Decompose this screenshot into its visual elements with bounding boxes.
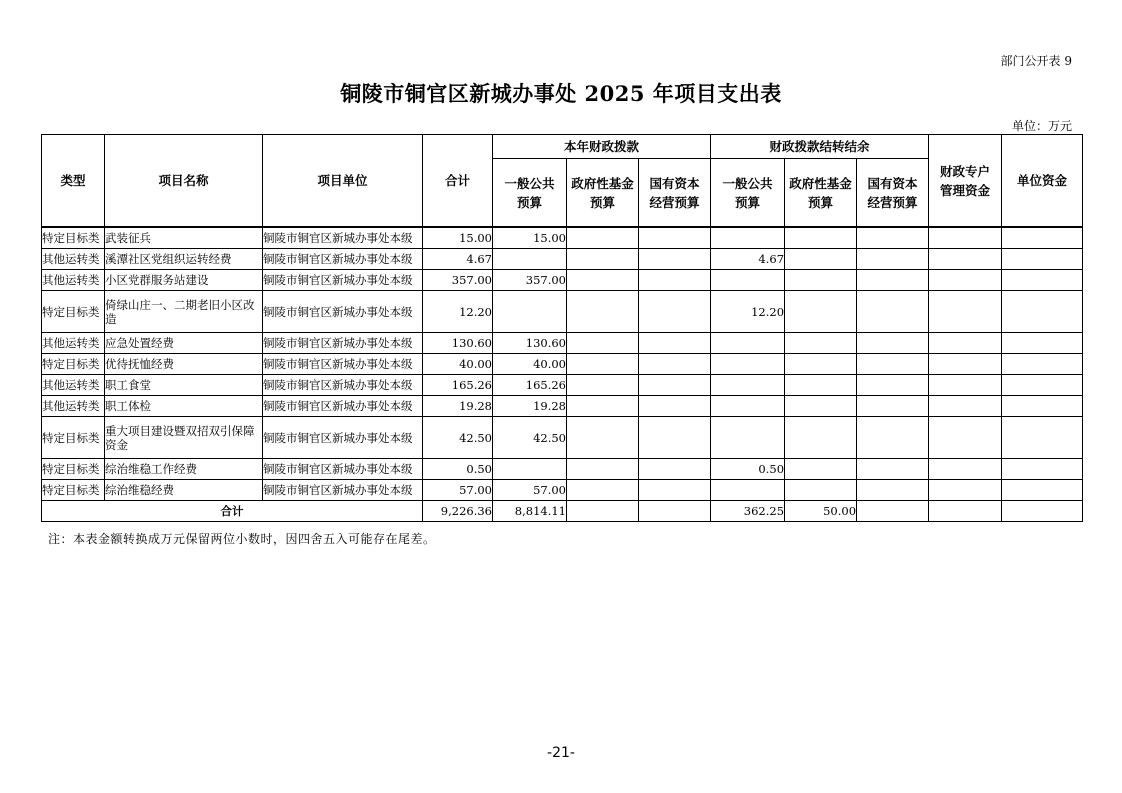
header-carry-general-budget: 一般公共预算 <box>711 159 785 227</box>
cell-current-gov-fund <box>567 480 639 501</box>
cell-carry-general <box>711 333 785 354</box>
cell-project-name: 应急处置经费 <box>105 333 263 354</box>
table-row <box>42 333 1083 354</box>
cell-special-account <box>929 459 1002 480</box>
page-title: 铜陵市铜官区新城办事处 2025 年项目支出表 <box>340 81 782 106</box>
total-label: 合计 <box>42 501 423 522</box>
cell-carry-gov-fund <box>785 417 857 459</box>
cell-type: 特定目标类 <box>42 459 105 480</box>
cell-current-general: 130.60 <box>493 333 567 354</box>
cell-special-account <box>929 333 1002 354</box>
cell-carry-gov-fund <box>785 333 857 354</box>
cell-project-unit: 铜陵市铜官区新城办事处本级 <box>263 354 423 375</box>
cell-current-gov-fund <box>567 291 639 333</box>
table-row <box>42 396 1083 417</box>
cell-project-name: 小区党群服务站建设 <box>105 270 263 291</box>
cell-current-state-capital <box>639 417 711 459</box>
header-group-carryover: 财政拨款结转结余 <box>711 135 929 159</box>
table-row <box>42 375 1083 396</box>
cell-type: 特定目标类 <box>42 417 105 459</box>
cell-carry-state-capital <box>857 270 929 291</box>
footnote: 注：本表金额转换成万元保留两位小数时，因四舍五入可能存在尾差。 <box>48 532 436 546</box>
cell-unit-funds <box>1002 333 1083 354</box>
cell-unit-funds <box>1002 375 1083 396</box>
cell-current-general <box>493 249 567 270</box>
cell-carry-gov-fund <box>785 459 857 480</box>
cell-carry-state-capital <box>857 333 929 354</box>
cell-current-general <box>493 291 567 333</box>
cell-total: 12.20 <box>423 291 493 333</box>
cell-unit-funds <box>1002 249 1083 270</box>
cell-total: 130.60 <box>423 333 493 354</box>
table-row <box>42 417 1083 459</box>
cell-special-account <box>929 396 1002 417</box>
cell-special-account <box>929 291 1002 333</box>
cell-carry-general <box>711 354 785 375</box>
cell-carry-general <box>711 396 785 417</box>
cell-total: 57.00 <box>423 480 493 501</box>
cell-special-account <box>929 270 1002 291</box>
total-unit-funds <box>1002 501 1083 522</box>
cell-special-account <box>929 228 1002 249</box>
cell-carry-state-capital <box>857 417 929 459</box>
cell-current-state-capital <box>639 459 711 480</box>
cell-type: 其他运转类 <box>42 333 105 354</box>
cell-current-general <box>493 459 567 480</box>
header-unit-funds: 单位资金 <box>1002 135 1083 227</box>
cell-carry-state-capital <box>857 228 929 249</box>
cell-current-gov-fund <box>567 375 639 396</box>
cell-project-name: 溪潭社区党组织运转经费 <box>105 249 263 270</box>
unit-label: 单位：万元 <box>1011 119 1072 133</box>
cell-special-account <box>929 417 1002 459</box>
total-carry-state-capital <box>857 501 929 522</box>
cell-type: 其他运转类 <box>42 396 105 417</box>
cell-carry-general <box>711 375 785 396</box>
cell-type: 其他运转类 <box>42 270 105 291</box>
total-current-general: 8,814.11 <box>493 501 567 522</box>
total-row <box>42 501 1083 522</box>
cell-current-state-capital <box>639 249 711 270</box>
cell-current-general: 357.00 <box>493 270 567 291</box>
cell-special-account <box>929 249 1002 270</box>
header-current-general-budget: 一般公共预算 <box>493 159 567 227</box>
cell-unit-funds <box>1002 354 1083 375</box>
total-current-state-capital <box>639 501 711 522</box>
cell-carry-gov-fund <box>785 249 857 270</box>
cell-type: 其他运转类 <box>42 249 105 270</box>
cell-carry-state-capital <box>857 375 929 396</box>
header-project-unit: 项目单位 <box>263 135 423 227</box>
cell-unit-funds <box>1002 459 1083 480</box>
header-current-gov-fund-budget: 政府性基金预算 <box>567 159 639 227</box>
cell-carry-general <box>711 417 785 459</box>
cell-current-state-capital <box>639 333 711 354</box>
total-amount: 9,226.36 <box>423 501 493 522</box>
cell-carry-state-capital <box>857 459 929 480</box>
cell-carry-general <box>711 270 785 291</box>
cell-total: 15.00 <box>423 228 493 249</box>
cell-project-name: 武装征兵 <box>105 228 263 249</box>
cell-current-general: 19.28 <box>493 396 567 417</box>
cell-unit-funds <box>1002 291 1083 333</box>
cell-current-state-capital <box>639 291 711 333</box>
header-carry-state-capital-budget: 国有资本经营预算 <box>857 159 929 227</box>
table-row <box>42 249 1083 270</box>
cell-current-state-capital <box>639 480 711 501</box>
cell-total: 0.50 <box>423 459 493 480</box>
cell-current-general: 15.00 <box>493 228 567 249</box>
cell-carry-gov-fund <box>785 270 857 291</box>
cell-current-gov-fund <box>567 459 639 480</box>
cell-total: 19.28 <box>423 396 493 417</box>
cell-special-account <box>929 354 1002 375</box>
cell-project-name: 优待抚恤经费 <box>105 354 263 375</box>
cell-total: 40.00 <box>423 354 493 375</box>
table-row <box>42 459 1083 480</box>
cell-current-gov-fund <box>567 417 639 459</box>
cell-unit-funds <box>1002 417 1083 459</box>
cell-project-name: 综治维稳经费 <box>105 480 263 501</box>
cell-type: 特定目标类 <box>42 291 105 333</box>
cell-project-unit: 铜陵市铜官区新城办事处本级 <box>263 228 423 249</box>
cell-current-gov-fund <box>567 333 639 354</box>
page-number: -21- <box>547 745 575 761</box>
cell-carry-gov-fund <box>785 375 857 396</box>
cell-carry-general: 4.67 <box>711 249 785 270</box>
cell-current-gov-fund <box>567 228 639 249</box>
cell-carry-state-capital <box>857 291 929 333</box>
cell-current-state-capital <box>639 270 711 291</box>
cell-type: 特定目标类 <box>42 354 105 375</box>
cell-current-general: 57.00 <box>493 480 567 501</box>
cell-current-state-capital <box>639 375 711 396</box>
total-special-account <box>929 501 1002 522</box>
cell-carry-gov-fund <box>785 396 857 417</box>
cell-carry-state-capital <box>857 396 929 417</box>
cell-total: 4.67 <box>423 249 493 270</box>
cell-project-unit: 铜陵市铜官区新城办事处本级 <box>263 333 423 354</box>
header-current-state-capital-budget: 国有资本经营预算 <box>639 159 711 227</box>
cell-type: 特定目标类 <box>42 228 105 249</box>
cell-project-unit: 铜陵市铜官区新城办事处本级 <box>263 396 423 417</box>
cell-project-name: 重大项目建设暨双招双引保障资金 <box>105 417 263 459</box>
header-project-name: 项目名称 <box>105 135 263 227</box>
cell-current-gov-fund <box>567 396 639 417</box>
cell-carry-general: 0.50 <box>711 459 785 480</box>
total-carry-general: 362.25 <box>711 501 785 522</box>
cell-carry-general: 12.20 <box>711 291 785 333</box>
table-row <box>42 480 1083 501</box>
cell-unit-funds <box>1002 480 1083 501</box>
header-type: 类型 <box>42 135 105 227</box>
cell-carry-gov-fund <box>785 291 857 333</box>
cell-unit-funds <box>1002 270 1083 291</box>
form-number-label: 部门公开表 9 <box>1000 54 1072 68</box>
header-carry-gov-fund-budget: 政府性基金预算 <box>785 159 857 227</box>
table-row <box>42 270 1083 291</box>
cell-type: 其他运转类 <box>42 375 105 396</box>
cell-current-general: 40.00 <box>493 354 567 375</box>
cell-total: 357.00 <box>423 270 493 291</box>
cell-project-unit: 铜陵市铜官区新城办事处本级 <box>263 249 423 270</box>
cell-carry-state-capital <box>857 480 929 501</box>
cell-unit-funds <box>1002 396 1083 417</box>
cell-special-account <box>929 375 1002 396</box>
cell-carry-state-capital <box>857 354 929 375</box>
cell-current-gov-fund <box>567 249 639 270</box>
cell-carry-gov-fund <box>785 354 857 375</box>
total-carry-gov-fund: 50.00 <box>785 501 857 522</box>
cell-current-state-capital <box>639 228 711 249</box>
cell-project-name: 倚绿山庄一、二期老旧小区改造 <box>105 291 263 333</box>
table-row <box>42 228 1083 249</box>
cell-carry-state-capital <box>857 249 929 270</box>
cell-current-state-capital <box>639 396 711 417</box>
cell-type: 特定目标类 <box>42 480 105 501</box>
total-current-gov-fund <box>567 501 639 522</box>
cell-current-state-capital <box>639 354 711 375</box>
cell-carry-gov-fund <box>785 480 857 501</box>
cell-project-name: 职工食堂 <box>105 375 263 396</box>
cell-project-unit: 铜陵市铜官区新城办事处本级 <box>263 417 423 459</box>
cell-current-general: 165.26 <box>493 375 567 396</box>
cell-unit-funds <box>1002 228 1083 249</box>
cell-project-unit: 铜陵市铜官区新城办事处本级 <box>263 375 423 396</box>
cell-project-unit: 铜陵市铜官区新城办事处本级 <box>263 480 423 501</box>
cell-carry-general <box>711 480 785 501</box>
header-total: 合计 <box>423 135 493 227</box>
header-special-account-funds: 财政专户管理资金 <box>929 135 1002 227</box>
cell-carry-general <box>711 228 785 249</box>
cell-current-gov-fund <box>567 354 639 375</box>
cell-carry-gov-fund <box>785 228 857 249</box>
cell-current-general: 42.50 <box>493 417 567 459</box>
cell-project-unit: 铜陵市铜官区新城办事处本级 <box>263 459 423 480</box>
cell-total: 42.50 <box>423 417 493 459</box>
project-expenditure-table <box>41 134 1083 522</box>
cell-total: 165.26 <box>423 375 493 396</box>
cell-current-gov-fund <box>567 270 639 291</box>
table-row <box>42 291 1083 333</box>
table-row <box>42 354 1083 375</box>
cell-project-unit: 铜陵市铜官区新城办事处本级 <box>263 270 423 291</box>
cell-project-name: 综治维稳工作经费 <box>105 459 263 480</box>
cell-project-name: 职工体检 <box>105 396 263 417</box>
cell-project-unit: 铜陵市铜官区新城办事处本级 <box>263 291 423 333</box>
header-group-current-appropriation: 本年财政拨款 <box>493 135 711 159</box>
cell-special-account <box>929 480 1002 501</box>
